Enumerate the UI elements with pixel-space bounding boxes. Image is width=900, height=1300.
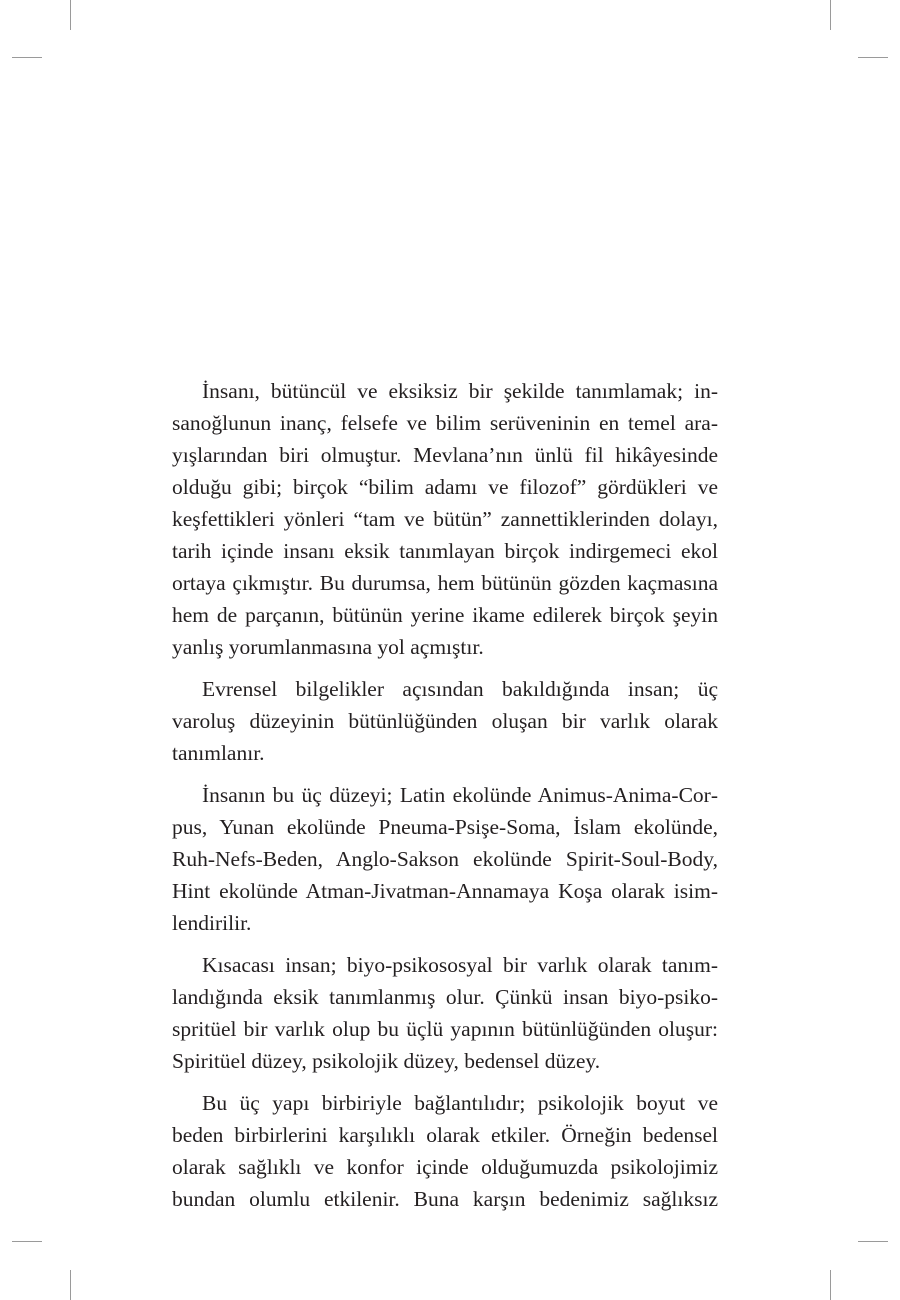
- crop-mark-top-left-horizontal: [12, 57, 42, 58]
- crop-mark-bottom-right-horizontal: [858, 1241, 888, 1242]
- paragraph-4: Kısacası insan; biyo-psikososyal bir varlık olarak tanımlandığında eksik tanımlanmış olur. Çünkü insan biyo-psikospritüel bir varlık olup bu üçlü yapının bütünlüğünden oluşur: Spiritüel düzey, psikolojik düzey, bedensel düzey.: [172, 953, 718, 1073]
- crop-mark-top-right-horizontal: [858, 57, 888, 58]
- crop-mark-top-right-vertical: [830, 0, 831, 30]
- crop-mark-bottom-left-horizontal: [12, 1241, 42, 1242]
- crop-mark-top-left-vertical: [70, 0, 71, 30]
- paragraph-1: İnsanı, bütüncül ve eksiksiz bir şekilde tanımlamak; insanoğlunun inanç, felsefe ve bilim serüveninin en temel arayışlarından biri olmuştur. Mevlana’nın ünlü fil hikâyesinde olduğu gibi; birçok “bilim adamı ve filozof” gördükleri ve keşfettikleri yönleri “tam ve bütün” zannettiklerinden dolayı, tarih içinde insanı eksik tanımlayan birçok indirgemeci ekol ortaya çıkmıştır. Bu durumsa, hem bütünün gözden kaçmasına hem de parçanın, bütünün yerine ikame edilerek birçok şeyin yanlış yorumlanmasına yol açmıştır.: [172, 379, 718, 659]
- paragraph-2: Evrensel bilgelikler açısından bakıldığında insan; üç varoluş düzeyinin bütünlüğünden oluşan bir varlık olarak tanımlanır.: [172, 677, 718, 765]
- crop-mark-bottom-left-vertical: [70, 1270, 71, 1300]
- body-text: [172, 375, 718, 1215]
- crop-mark-bottom-right-vertical: [830, 1270, 831, 1300]
- paragraph-3: İnsanın bu üç düzeyi; Latin ekolünde Animus-Anima-Corpus, Yunan ekolünde Pneuma-Psişe-Soma, İslam ekolünde, Ruh-Nefs-Beden, Anglo-Sakson ekolünde Spirit-Soul-Body, Hint ekolünde Atman-Jivatman-Annamaya Koşa olarak isimlendirilir.: [172, 783, 718, 935]
- paragraph-5: Bu üç yapı birbiriyle bağlantılıdır; psikolojik boyut ve beden birbirlerini karşılıklı olarak etkiler. Örneğin bedensel olarak sağlıklı ve konfor içinde olduğumuzda psikolojimiz bundan olumlu etkilenir. Buna karşın bedenimiz sağlıksız: [172, 1091, 718, 1211]
